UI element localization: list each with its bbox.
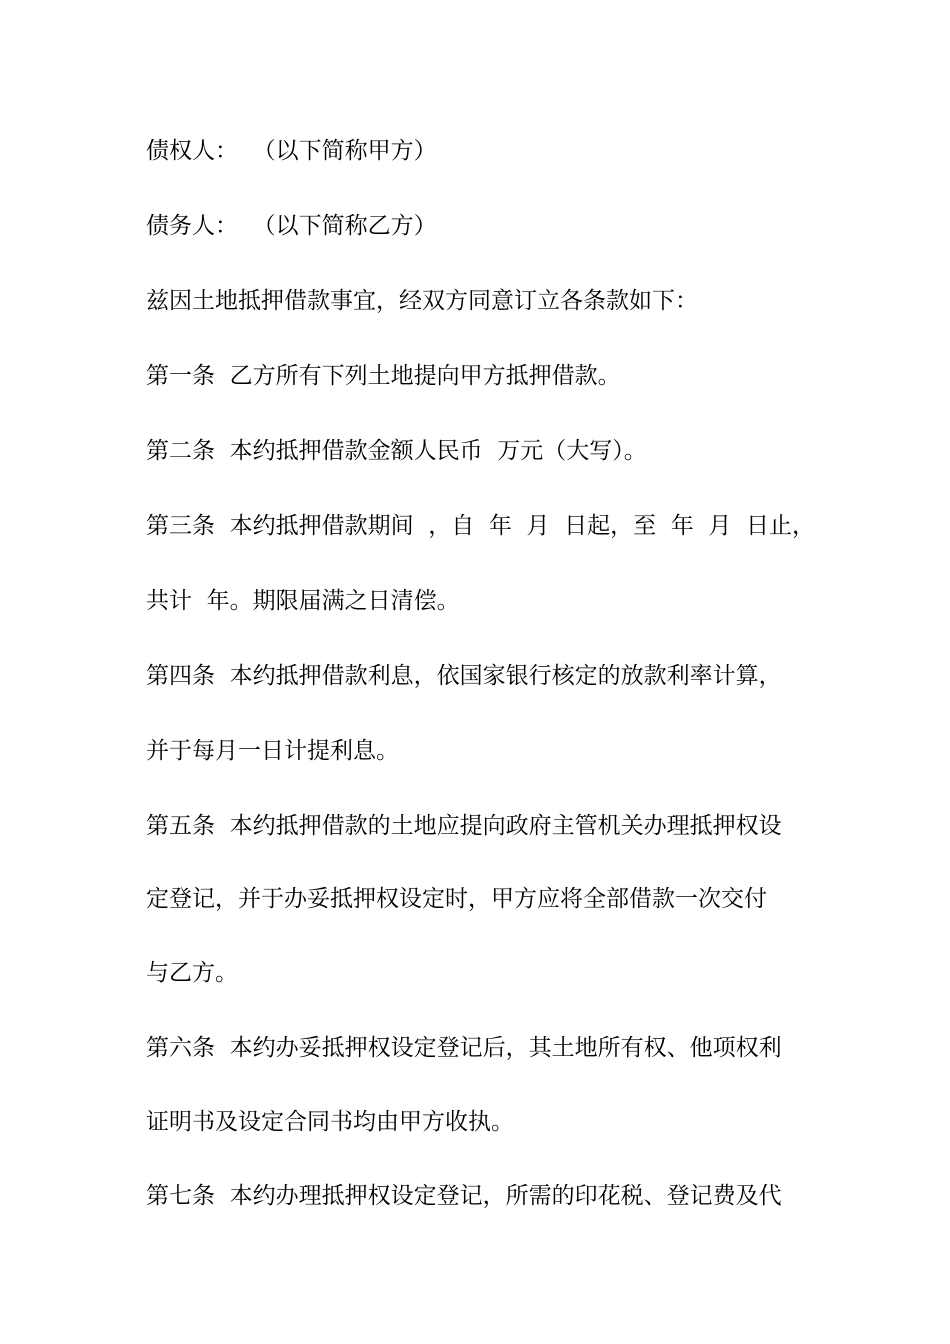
article-3-line-2: 共计 年。期限届满之日清偿。 <box>146 588 460 614</box>
article-2-line: 第二条 本约抵押借款金额人民币 万元（大写）。 <box>146 438 647 464</box>
preamble-line: 兹因土地抵押借款事宜，经双方同意订立各条款如下： <box>146 288 698 314</box>
creditor-line: 债权人： （以下简称甲方） <box>146 138 437 164</box>
debtor-line: 债务人： （以下简称乙方） <box>146 213 437 239</box>
article-7-line-1: 第七条 本约办理抵押权设定登记，所需的印花税、登记费及代 <box>146 1183 782 1209</box>
article-5-line-1: 第五条 本约抵押借款的土地应提向政府主管机关办理抵押权设 <box>146 813 782 839</box>
article-6-line-2: 证明书及设定合同书均由甲方收执。 <box>146 1109 514 1135</box>
article-4-line-2: 并于每月一日计提利息。 <box>146 738 399 764</box>
article-5-line-3: 与乙方。 <box>146 960 238 986</box>
article-6-line-1: 第六条 本约办妥抵押权设定登记后，其土地所有权、他项权利 <box>146 1035 782 1061</box>
article-4-line-1: 第四条 本约抵押借款利息，依国家银行核定的放款利率计算， <box>146 663 782 689</box>
article-3-line-1: 第三条 本约抵押借款期间 ，自 年 月 日起，至 年 月 日止， <box>146 513 815 539</box>
article-1-line: 第一条 乙方所有下列土地提向甲方抵押借款。 <box>146 363 621 389</box>
article-5-line-2: 定登记，并于办妥抵押权设定时，甲方应将全部借款一次交付 <box>146 886 767 912</box>
